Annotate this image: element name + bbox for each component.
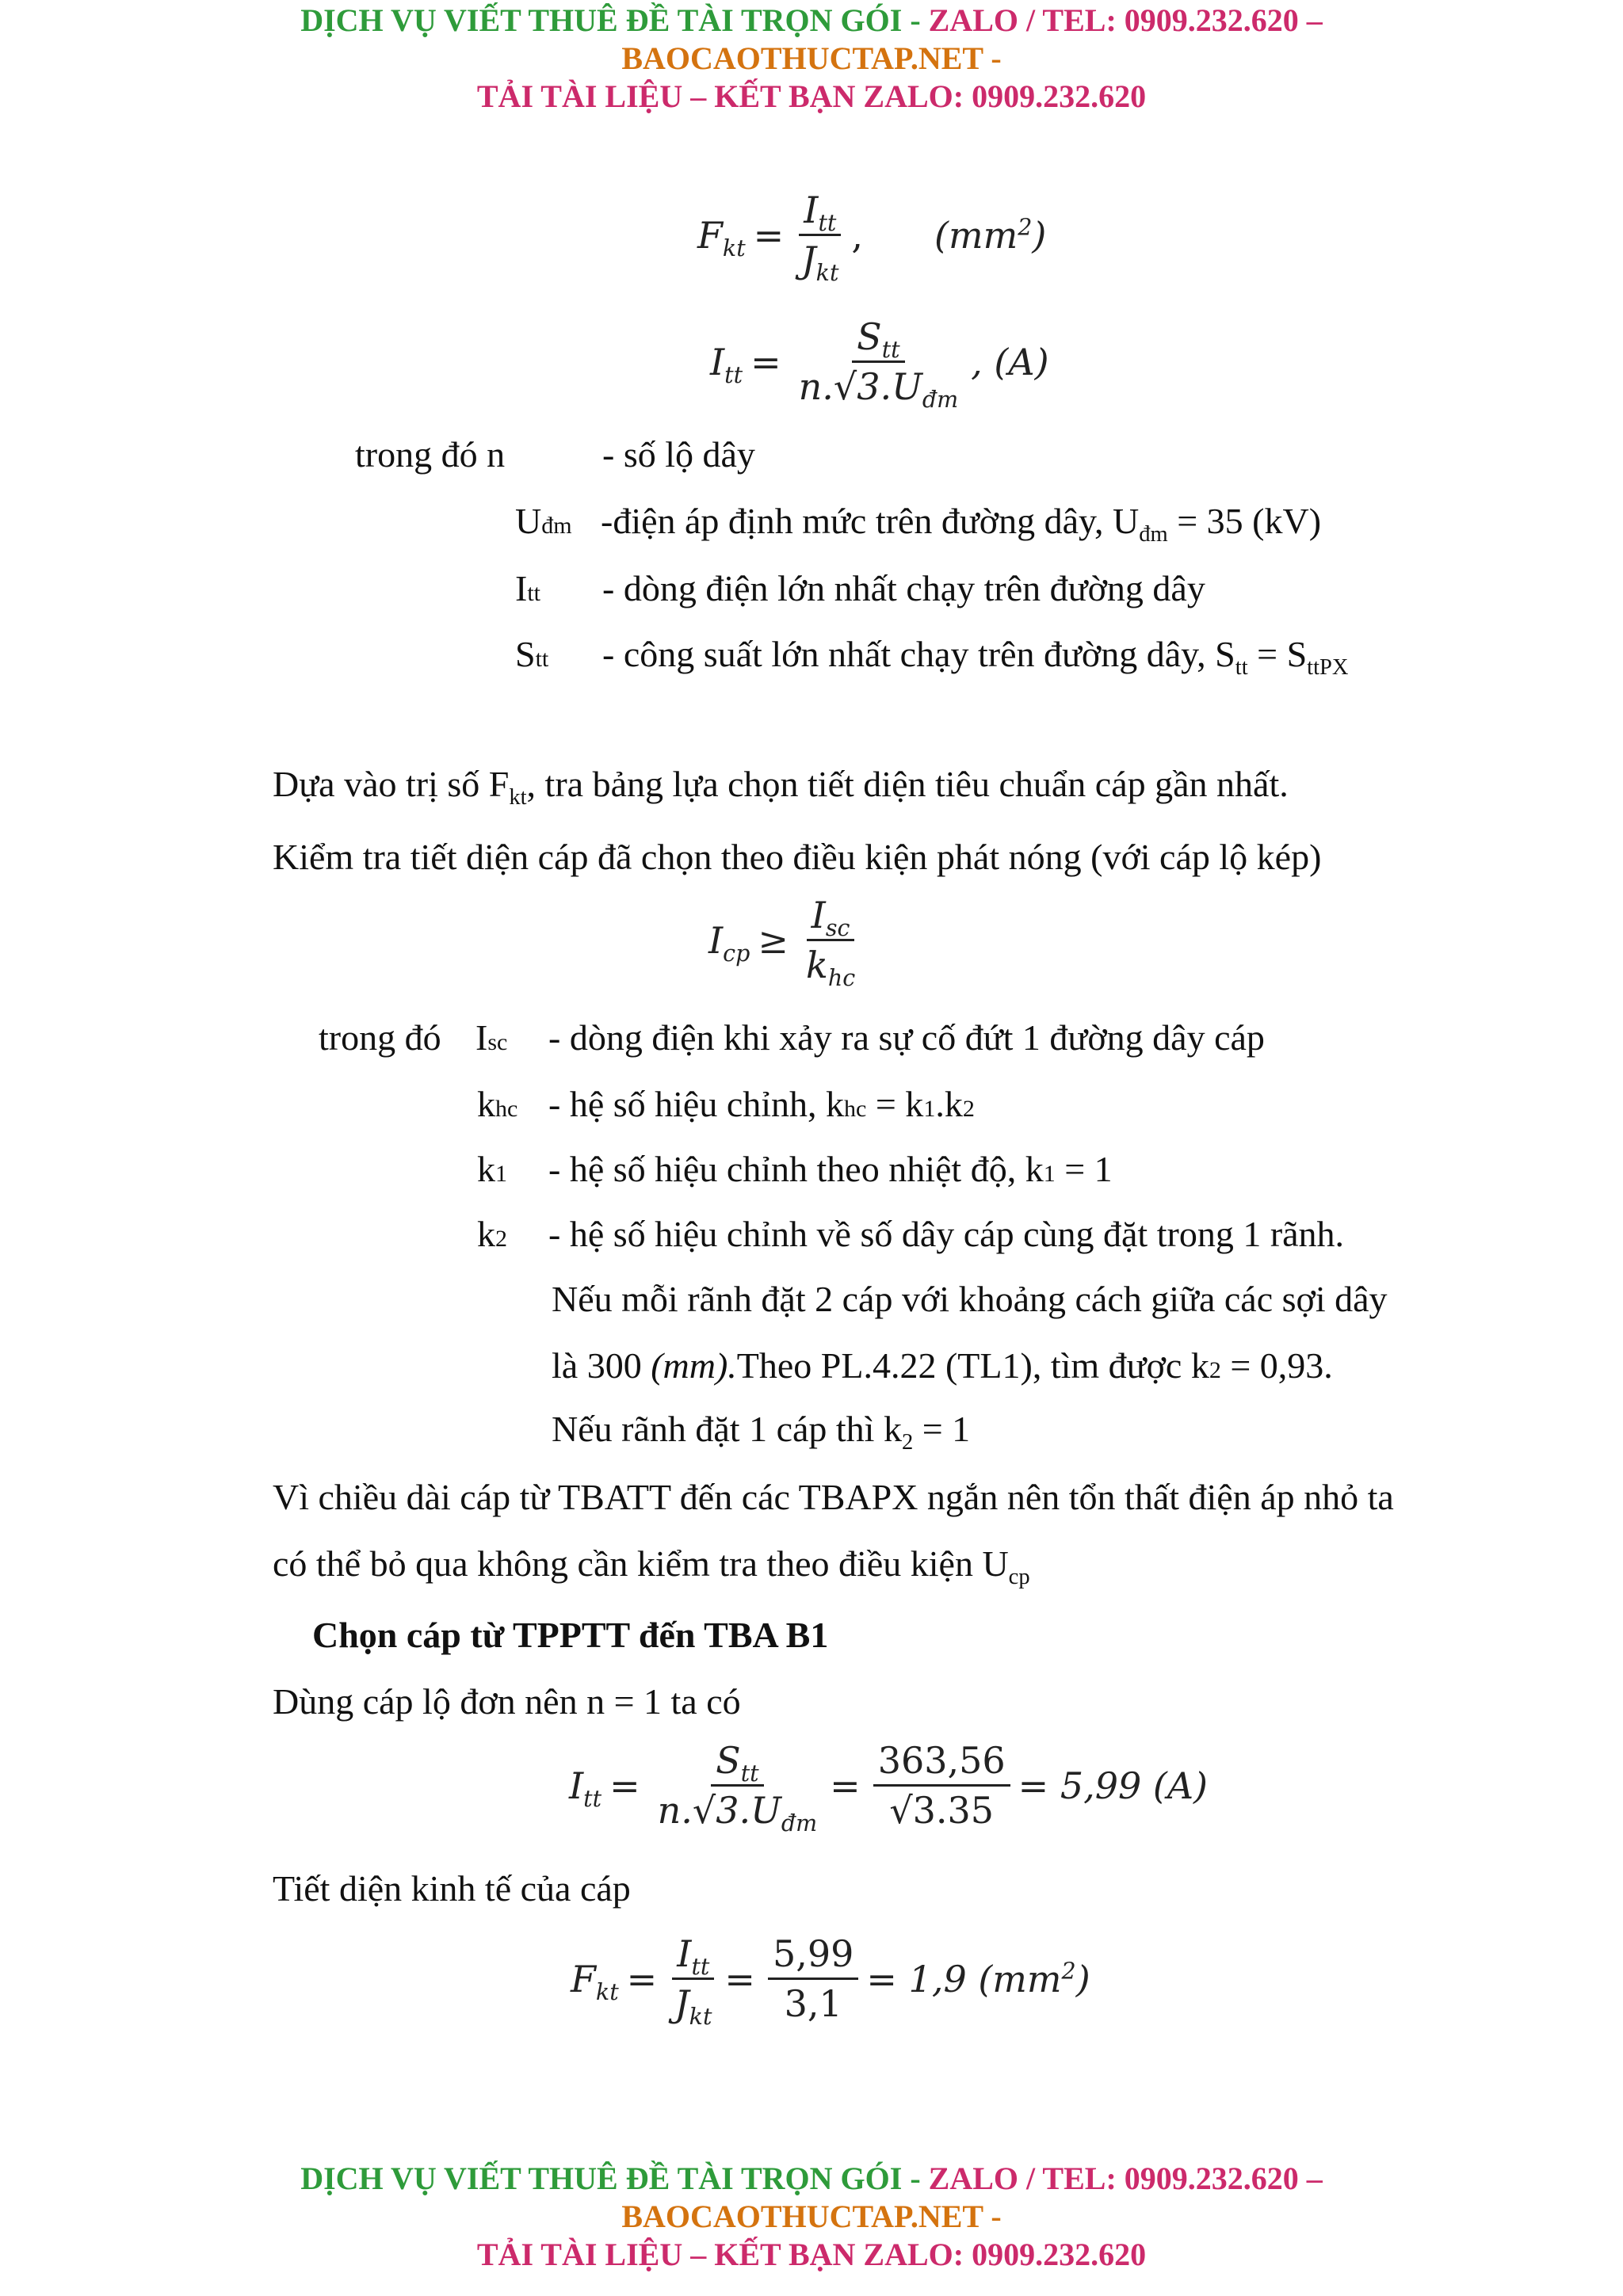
defs2-khc-symbol: khc [477,1084,518,1124]
header-download-text: TẢI TÀI LIỆU – KẾT BẠN ZALO: 0909.232.620 [476,78,1147,114]
defs2-k1-desc: - hệ số hiệu chỉnh theo nhiệt độ, k1 = 1 [548,1149,1113,1189]
footer-zalo-text: ZALO / TEL: 0909.232.620 – [928,2161,1323,2196]
defs2-k2-line2: Nếu mỗi rãnh đặt 2 cáp với khoảng cách giữa các sợi dây [552,1279,1388,1319]
footer-service-text: DỊCH VỤ VIẾT THUÊ ĐỀ TÀI TRỌN GÓI - [300,2161,929,2196]
formula-fkt: $F_{kt}$ = $\frac{I_{tt}}{J_{kt}}$ , $(mm^2)$ [697,186,1054,284]
header-service-text: DỊCH VỤ VIẾT THUÊ ĐỀ TÀI TRỌN GÓI - [300,2,929,38]
defs2-isc-desc: - dòng điện khi xảy ra sự cố đứt 1 đường dây cáp [548,1017,1265,1058]
footer-site-link[interactable]: BAOCAOTHUCTAP.NET - [621,2199,1002,2234]
para-fkt-lookup: Dựa vào trị số $F_{kt}$, tra bảng lựa chọn tiết diện tiêu chuẩn cáp gần nhất. [273,764,1289,810]
header-zalo-text: ZALO / TEL: 0909.232.620 – [928,2,1323,38]
defs2-k2-symbol: k2 [477,1214,507,1254]
footer-download-text: TẢI TÀI LIỆU – KẾT BẠN ZALO: 0909.232.620 [476,2237,1147,2272]
footer-banner [0,2160,1623,2274]
formula-itt-numeric: $I_{tt}$ = $\frac{S_{tt}}{n.√3.U_{đm}}$ = $\frac{363,56}{√3.35}$ = 5,99 (A) [569,1737,1216,1834]
defs2-intro: trong đó [319,1017,441,1058]
formula-fkt-numeric: $F_{kt}$ = $\frac{I_{tt}}{J_{kt}}$ = $\frac{5,99}{3,1}$ = 1,9 $(mm^2)$ [571,1930,1098,2027]
defs2-k2-line4: Nếu rãnh đặt 1 cáp thì $k_2 = 1$ [552,1409,971,1455]
defs1-intro: trong đó n [355,434,506,475]
defs2-khc-desc: - hệ số hiệu chỉnh, khc = k1.k2 [548,1084,975,1124]
header-site-link[interactable]: BAOCAOTHUCTAP.NET - [621,40,1002,76]
defs1-stt-desc: - công suất lớn nhất chạy trên đường dây, $S_{tt} = S_{ttPX}$ [602,634,1349,681]
defs2-k1-symbol: k1 [477,1149,507,1189]
para-voltage-loss-2: có thể bỏ qua không cần kiểm tra theo điều kiện $U_{cp}$ [273,1543,1030,1590]
defs1-stt-symbol: Stt [515,634,549,674]
formula-icp: $I_{cp}$ ≥ $\frac{I_{sc}}{k_{hc}}$ [708,891,868,989]
para-check-heating: Kiểm tra tiết diện cáp đã chọn theo điều kiện phát nóng (với cáp lộ kép) [273,837,1322,877]
formula-itt: $I_{tt}$ = $\frac{S_{tt}}{n.√3.U_{đm}}$ , (A) [710,313,1057,410]
defs1-itt-desc: - dòng điện lớn nhất chạy trên đường dây [602,568,1205,608]
defs1-n-desc: - số lộ dây [602,434,755,475]
para-voltage-loss-1: Vì chiều dài cáp từ TBATT đến các TBAPX ngắn nên tổn thất điện áp nhỏ ta [273,1477,1394,1517]
defs2-k2-line3: là 300 (mm).Theo PL.4.22 (TL1), tìm được k2 = 0,93. [552,1345,1333,1386]
header-banner [0,2,1623,116]
defs1-itt-symbol: Itt [515,568,540,608]
para-economic-section: Tiết diện kinh tế của cáp [273,1868,631,1909]
defs2-isc-symbol: Isc [475,1017,508,1058]
defs2-k2-desc: - hệ số hiệu chỉnh về số dây cáp cùng đặt trong 1 rãnh. [548,1214,1345,1254]
para-single-cable: Dùng cáp lộ đơn nên n = 1 ta có [273,1681,741,1722]
defs1-udm-desc: -điện áp định mức trên đường dây, $U_{đm} = 35$ (kV) [601,501,1322,547]
section-heading: Chọn cáp từ TPPTT đến TBA B1 [312,1615,829,1655]
defs1-udm-symbol: Uđm [515,501,572,541]
